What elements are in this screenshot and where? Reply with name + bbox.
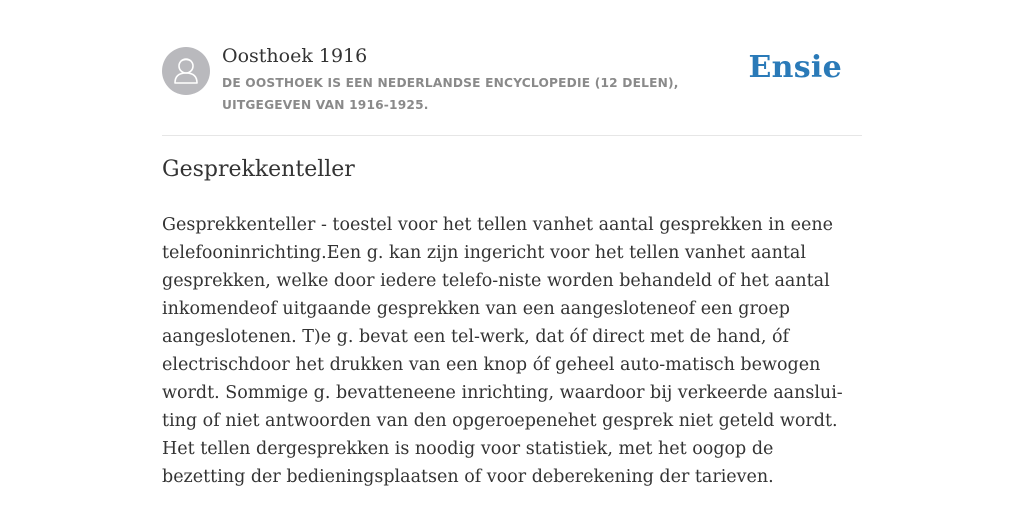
page bbox=[162, 0, 862, 512]
ensie-logo[interactable]: Ensie bbox=[748, 50, 842, 85]
source-description: DE OOSTHOEK IS EEN NEDERLANDSE ENCYCLOPEDIE (12 DELEN), UITGEGEVEN VAN 1916-1925. bbox=[222, 76, 679, 112]
source-header bbox=[162, 0, 862, 136]
article-body: Gesprekkenteller - toestel voor het tellen vanhet aantal gesprekken in eene telefooninrichting.Een g. kan zijn ingericht voor het tellen vanhet aantal gesprekken, welke door iedere telefo-niste worden behandeld of het aantal inkomendeof uitgaande gesprekken van een aangesloteneof een groep aangeslotenen. T)e g. bevat een tel-werk, dat óf direct met de hand, óf electrischdoor het drukken van een knop óf geheel auto-matisch bewogen wordt. Sommige g. bevatteneene inrichting, waardoor bij verkeerde aanslui-ting of niet antwoorden van den opgeroepenehet gesprek niet geteld wordt. Het tellen dergesprekken is noodig voor statistiek, met het oogop de bezetting der bedieningsplaatsen of voor deberekening der tarieven. bbox=[162, 215, 843, 487]
user-avatar-icon[interactable] bbox=[162, 47, 210, 95]
avatar-silhouette-icon bbox=[162, 47, 210, 95]
source-title[interactable]: Oosthoek 1916 bbox=[222, 45, 368, 67]
article-title: Gesprekkenteller bbox=[162, 157, 355, 182]
